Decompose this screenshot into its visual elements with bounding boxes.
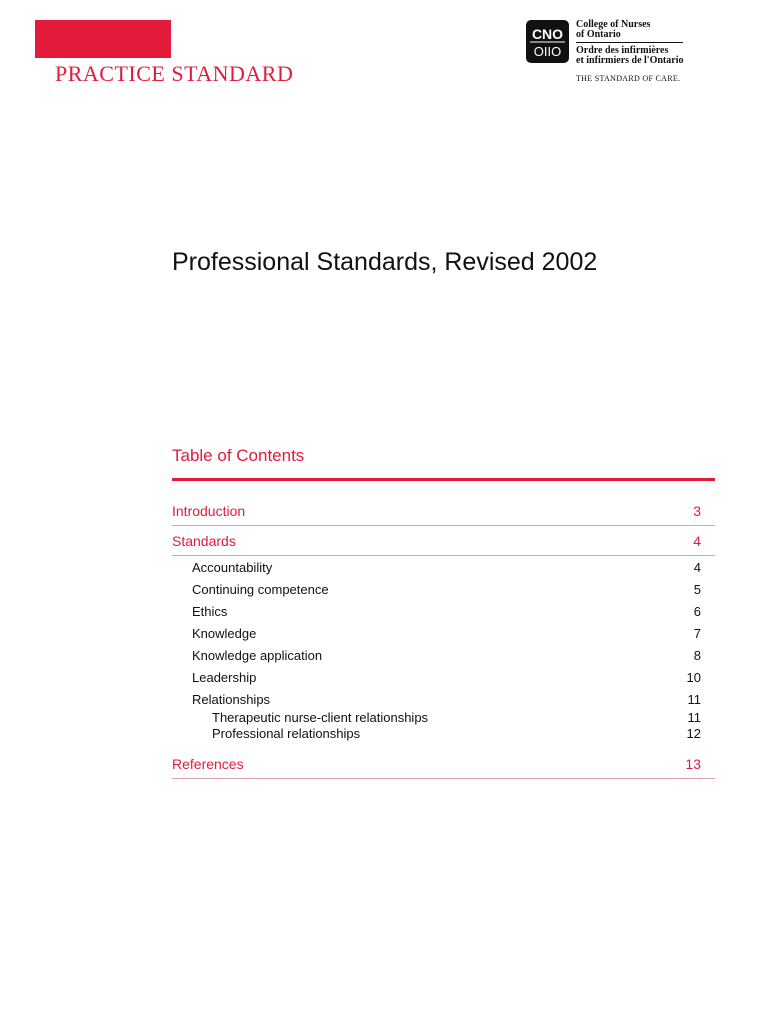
toc-entry-introduction[interactable]	[172, 496, 715, 526]
toc-entry-page: 10	[686, 669, 701, 685]
toc-entry-label: Standards	[172, 532, 236, 549]
toc-entry-label: Professional relationships	[212, 725, 361, 741]
toc-spacer	[172, 741, 715, 749]
toc-entry-page: 11	[687, 710, 701, 726]
toc-entry-continuing-competence[interactable]	[172, 578, 715, 600]
toc-entry-standards[interactable]	[172, 526, 715, 556]
toc-entry-label: Leadership	[192, 669, 257, 685]
table-of-contents	[172, 444, 715, 779]
toc-entry-label: Ethics	[192, 603, 228, 619]
toc-entry-label: Knowledge application	[192, 647, 323, 663]
logo-wordmark	[576, 20, 683, 66]
toc-entry-label: Continuing competence	[192, 581, 329, 597]
toc-entry-label: References	[172, 755, 244, 772]
toc-entry-ethics[interactable]	[172, 600, 715, 622]
logo-mark-bottom: OIIO	[533, 44, 562, 59]
toc-entry-knowledge-application[interactable]	[172, 644, 715, 666]
toc-entry-label: Accountability	[192, 559, 273, 575]
toc-entry-label: Relationships	[192, 691, 271, 707]
toc-heading: Table of Contents	[172, 444, 715, 481]
toc-entry-page: 5	[693, 581, 701, 597]
logo-line-2: of Ontario	[576, 30, 683, 43]
toc-entry-accountability[interactable]	[172, 556, 715, 578]
toc-entry-label: Therapeutic nurse-client relationships	[212, 710, 429, 726]
practice-standard-title: PRACTICE STANDARD	[55, 61, 294, 86]
cno-logo	[526, 20, 746, 90]
toc-entry-professional-relationships[interactable]	[172, 726, 715, 742]
document-title: Professional Standards, Revised 2002	[172, 248, 598, 276]
toc-entry-label: Introduction	[172, 502, 246, 519]
toc-entry-leadership[interactable]	[172, 666, 715, 688]
cno-logo-mark-icon	[526, 20, 569, 63]
toc-entry-page: 8	[693, 647, 701, 663]
toc-entry-page: 12	[686, 725, 701, 741]
logo-line-4: et infirmiers de l'Ontario	[576, 55, 684, 66]
toc-entry-label: Knowledge	[192, 625, 257, 641]
toc-entry-page: 3	[693, 502, 701, 519]
logo-mark-top: CNO	[531, 26, 564, 42]
toc-entry-page: 13	[685, 755, 701, 772]
toc-entry-page: 6	[693, 603, 701, 619]
toc-entry-knowledge[interactable]	[172, 622, 715, 644]
header-red-block	[35, 20, 171, 58]
toc-entry-page: 4	[693, 559, 701, 575]
logo-line-3: Ordre des infirmières	[576, 45, 669, 56]
toc-entry-relationships[interactable]	[172, 688, 715, 710]
logo-tagline: THE STANDARD OF CARE.	[576, 74, 681, 83]
toc-entry-page: 11	[687, 691, 701, 707]
toc-entry-references[interactable]	[172, 749, 715, 779]
toc-entry-page: 4	[693, 532, 701, 549]
logo-line-1: College of Nurses	[576, 19, 651, 30]
toc-entry-page: 7	[693, 625, 701, 641]
toc-entry-therapeutic-relationships[interactable]	[172, 710, 715, 726]
